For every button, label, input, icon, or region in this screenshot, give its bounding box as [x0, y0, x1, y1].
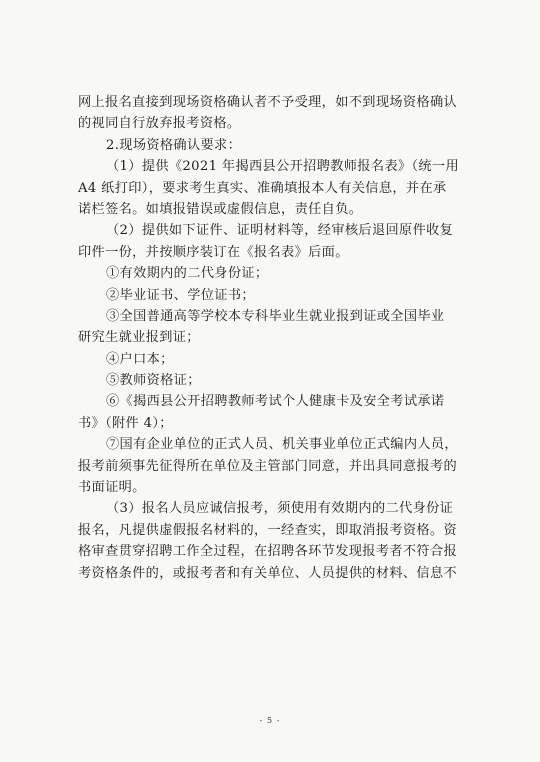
text-line: 考资格条件的，或报考者和有关单位、人员提供的材料、信息不 — [78, 565, 458, 581]
text-line: ⑤教师资格证； — [106, 373, 201, 389]
text-line: （3）报名人员应诚信报考，须使用有效期内的二代身份证 — [106, 501, 454, 517]
page-number: - 5 - — [259, 716, 281, 725]
text-line: ③全国普通高等学校本专科毕业生就业报到证或全国毕业 — [106, 308, 445, 324]
document-body — [78, 92, 478, 584]
text-line: ④户口本； — [106, 351, 174, 367]
text-line: 2.现场资格确认要求： — [106, 137, 242, 153]
text-line: ⑦国有企业单位的正式人员、机关事业单位正式编内人员， — [106, 437, 458, 453]
text-line: 研究生就业报到证； — [78, 330, 200, 346]
text-line: 书》（附件 4）； — [78, 415, 173, 431]
text-line: A4 纸打印），要求考生真实、准确填报本人有关信息，并在承 — [78, 180, 447, 196]
text-line: 网上报名直接到现场资格确认者不予受理，如不到现场资格确认 — [78, 95, 458, 110]
text-line: 报考前须事先征得所在单位及主管部门同意，并出具同意报考的 — [78, 458, 458, 474]
text-line: ⑥《揭西县公开招聘教师考试个人健康卡及安全考试承诺 — [106, 394, 445, 410]
text-line: 印件一份，并按顺序装订在《报名表》后面。 — [78, 244, 349, 260]
text-line: 诺栏签名。如填报错误或虚假信息，责任自负。 — [78, 201, 363, 217]
text-line: 书面证明。 — [78, 480, 146, 496]
text-line: ①有效期内的二代身份证； — [106, 266, 269, 282]
text-line: （2）提供如下证件、证明材料等，经审核后退回原件收复 — [106, 223, 454, 239]
text-line: （1）提供《2021 年揭西县公开招聘教师报名表》（统一用 — [106, 159, 460, 175]
text-line: 格审查贯穿招聘工作全过程，在招聘各环节发现报考者不符合报 — [78, 544, 458, 560]
text-line: 的视同自行放弃报考资格。 — [78, 116, 241, 132]
text-line: 报名，凡提供虚假报名材料的，一经查实，即取消报考资格。资 — [78, 522, 458, 538]
text-line: ②毕业证书、学位证书； — [106, 287, 255, 303]
